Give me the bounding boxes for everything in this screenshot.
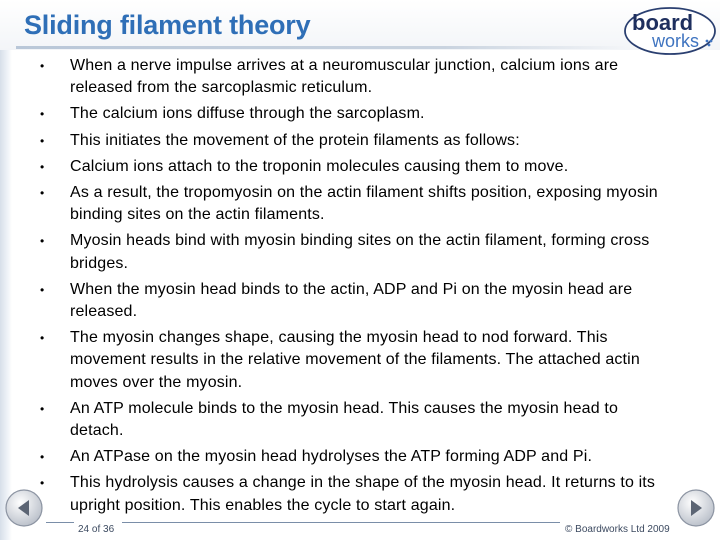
bullet-dot: •	[40, 107, 45, 122]
bullet-dot: •	[40, 186, 45, 201]
bullet-dot: •	[40, 133, 45, 148]
bullet-text: When a nerve impulse arrives at a neuromuscular junction, calcium ions are released from the sarcoplasmic reticulum.	[70, 57, 619, 97]
bullet-dot: •	[40, 331, 45, 346]
bullet-dot: •	[40, 476, 45, 491]
bullet-text: Myosin heads bind with myosin binding sites on the actin filament, forming cross bridges.	[70, 232, 650, 272]
bullet-dot: •	[40, 450, 45, 465]
bullet-item	[40, 156, 660, 178]
logo-word-board: board	[632, 10, 694, 35]
bullet-list	[40, 55, 660, 521]
bullet-item	[40, 327, 660, 394]
bullet-text: The calcium ions diffuse through the sarcoplasm.	[70, 105, 425, 123]
logo-word-works: works	[652, 31, 700, 51]
bullet-item	[40, 279, 660, 323]
copyright-notice: © Boardworks Ltd 2009	[565, 524, 670, 535]
bullet-item	[40, 103, 660, 125]
bullet-item	[40, 55, 660, 99]
title-bar	[0, 0, 720, 50]
bullet-text: When the myosin head binds to the actin, ADP and Pi on the myosin head are released.	[70, 280, 633, 321]
bullet-item	[40, 230, 660, 274]
bullet-item	[40, 472, 660, 516]
bullet-item	[40, 446, 660, 468]
next-slide-button[interactable]	[676, 488, 716, 528]
footer-line-left	[46, 522, 74, 523]
footer-line-middle	[122, 522, 560, 523]
bullet-text: This initiates the movement of the protein filaments as follows:	[70, 131, 520, 149]
bullet-item	[40, 398, 660, 442]
bullet-item	[40, 182, 660, 226]
bullet-text: The myosin changes shape, causing the myosin head to nod forward. This movement results in the relative movement of the filaments. The attached actin moves over the myosin.	[70, 329, 640, 391]
bullet-dot: •	[40, 282, 45, 297]
bullet-text: This hydrolysis causes a change in the shape of the myosin head. It returns to its upright position. This enables the cycle to start again.	[70, 474, 656, 514]
bullet-dot: •	[40, 59, 45, 73]
title-underline	[16, 46, 628, 49]
slide-title: Sliding filament theory	[24, 10, 311, 40]
bullet-text: Calcium ions attach to the troponin molecules causing them to move.	[70, 157, 569, 175]
bullet-item	[40, 130, 660, 152]
previous-slide-button[interactable]	[4, 488, 44, 528]
left-decoration-stripe	[0, 50, 12, 540]
bullet-text: As a result, the tropomyosin on the actin filament shifts position, exposing myosin binding sites on the actin filaments.	[70, 184, 658, 224]
bullet-text: An ATP molecule binds to the myosin head. This causes the myosin head to detach.	[70, 399, 618, 440]
bullet-dot: •	[40, 234, 45, 249]
page-number: 24 of 36	[78, 524, 115, 535]
bullet-text: An ATPase on the myosin head hydrolyses the ATP forming ADP and Pi.	[70, 448, 593, 466]
bullet-dot: •	[40, 159, 45, 174]
bullet-dot: •	[40, 401, 45, 416]
boardworks-logo	[622, 5, 718, 57]
